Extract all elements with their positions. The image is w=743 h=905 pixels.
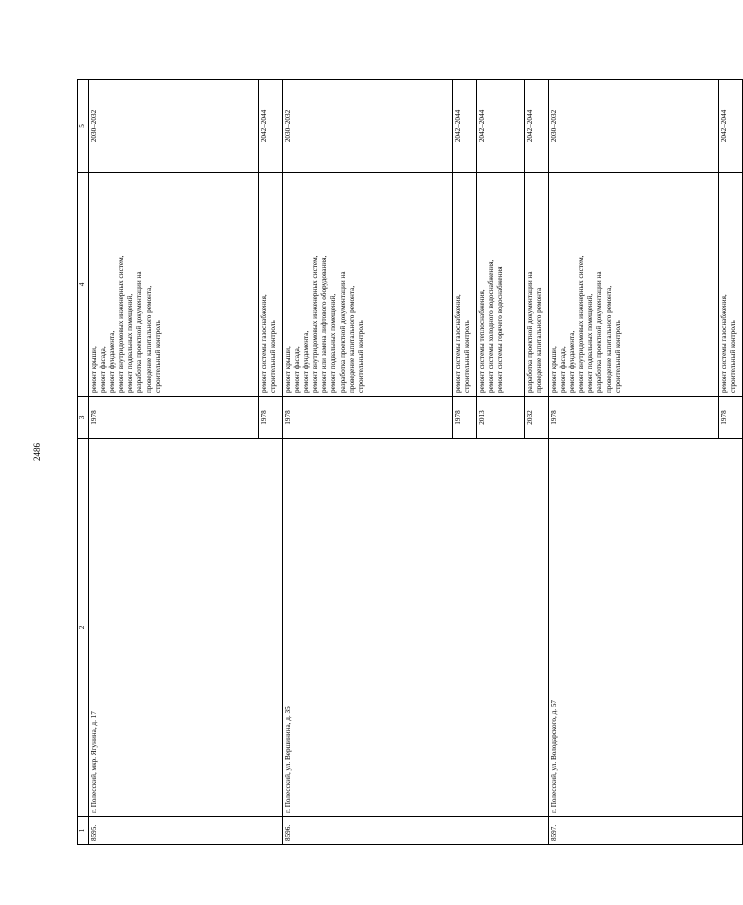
entry-address: г. Полесский, мкр. Ягунина, д. 17 (89, 439, 283, 817)
work-item: ремонт системы горячего водоснабжения (496, 266, 505, 393)
table-row (283, 80, 453, 845)
work-item: ремонт системы газоснабжения, (720, 294, 728, 393)
entry-number: 8597. (549, 817, 743, 845)
work-item: ремонт фасада, (99, 346, 108, 393)
work-item: ремонт внутридомовых инженерных систем, (577, 255, 586, 393)
commission-year: 1978 (283, 397, 453, 439)
work-item: проведение капитального ремонта, (144, 285, 153, 393)
header-cell: 2 (78, 439, 89, 817)
table-body (89, 80, 743, 845)
work-item: проведение капитального ремонта (535, 287, 544, 393)
commission-year: 1978 (719, 397, 743, 439)
commission-year: 1978 (453, 397, 477, 439)
work-item: строительный контроль (729, 320, 738, 393)
works-list (719, 173, 743, 397)
work-item: ремонт системы газоснабжения, (260, 294, 268, 393)
work-item: ремонт системы газоснабжения, (454, 294, 462, 393)
work-item: ремонт подвальных помещений, (586, 293, 595, 393)
work-item: ремонт фундамента, (302, 330, 311, 393)
work-item: разработка проектной документации на (526, 271, 534, 393)
work-item: ремонт системы холодного водоснабжения, (487, 259, 496, 393)
work-item: ремонт крыши, (284, 346, 292, 393)
page-number: 2486 (32, 443, 42, 461)
work-item: разработка проектной документации на (338, 271, 347, 393)
planned-period: 2042–2044 (525, 80, 549, 173)
planned-period: 2030–2032 (89, 80, 259, 173)
works-list (477, 173, 525, 397)
work-item: строительный контроль (463, 320, 472, 393)
entry-address: г. Полесский, ул. Володарского, д. 57 (549, 439, 743, 817)
works-list (89, 173, 259, 397)
work-item: ремонт или замена лифтового оборудования, (320, 255, 329, 393)
planned-period: 2042–2044 (719, 80, 743, 173)
header-cell: 5 (78, 80, 89, 173)
work-item: ремонт подвальных помещений, (126, 293, 135, 393)
entry-number: 8596. (283, 817, 549, 845)
work-item: ремонт подвальных помещений, (329, 293, 338, 393)
work-item: ремонт крыши, (90, 346, 98, 393)
work-item: строительный контроль (269, 320, 278, 393)
work-item: строительный контроль (153, 320, 162, 393)
work-item: ремонт фасада, (559, 346, 568, 393)
works-list (259, 173, 283, 397)
works-list (453, 173, 477, 397)
table-row (89, 80, 259, 845)
work-item: ремонт крыши, (550, 346, 558, 393)
work-item: ремонт фасада, (293, 346, 302, 393)
entry-number: 8595. (89, 817, 283, 845)
work-item: ремонт фундамента, (568, 330, 577, 393)
planned-period: 2030–2032 (549, 80, 719, 173)
repair-schedule-table (77, 79, 743, 845)
commission-year: 1978 (549, 397, 719, 439)
rotated-table-wrapper (77, 80, 738, 845)
header-cell: 3 (78, 397, 89, 439)
planned-period: 2030–2032 (283, 80, 453, 173)
commission-year: 2032 (525, 397, 549, 439)
works-list (549, 173, 719, 397)
work-item: ремонт внутридомовых инженерных систем, (311, 255, 320, 393)
planned-period: 2042–2044 (453, 80, 477, 173)
work-item: ремонт внутридомовых инженерных систем, (117, 255, 126, 393)
entry-address: г. Полесский, ул. Вершинина, д. 35 (283, 439, 549, 817)
commission-year: 2013 (477, 397, 525, 439)
work-item: проведение капитального ремонта, (347, 285, 356, 393)
works-list (525, 173, 549, 397)
work-item: строительный контроль (613, 320, 622, 393)
work-item: строительный контроль (356, 320, 365, 393)
work-item: ремонт фундамента, (108, 330, 117, 393)
commission-year: 1978 (259, 397, 283, 439)
table-row (549, 80, 719, 845)
work-item: разработка проектной документации на (595, 271, 604, 393)
planned-period: 2042–2044 (477, 80, 525, 173)
work-item: проведение капитального ремонта, (604, 285, 613, 393)
header-cell: 1 (78, 817, 89, 845)
works-list (283, 173, 453, 397)
header-row (78, 80, 89, 845)
header-cell: 4 (78, 173, 89, 397)
work-item: ремонт системы теплоснабжения, (478, 289, 486, 393)
work-item: разработка проектной документации на (135, 271, 144, 393)
planned-period: 2042–2044 (259, 80, 283, 173)
commission-year: 1978 (89, 397, 259, 439)
